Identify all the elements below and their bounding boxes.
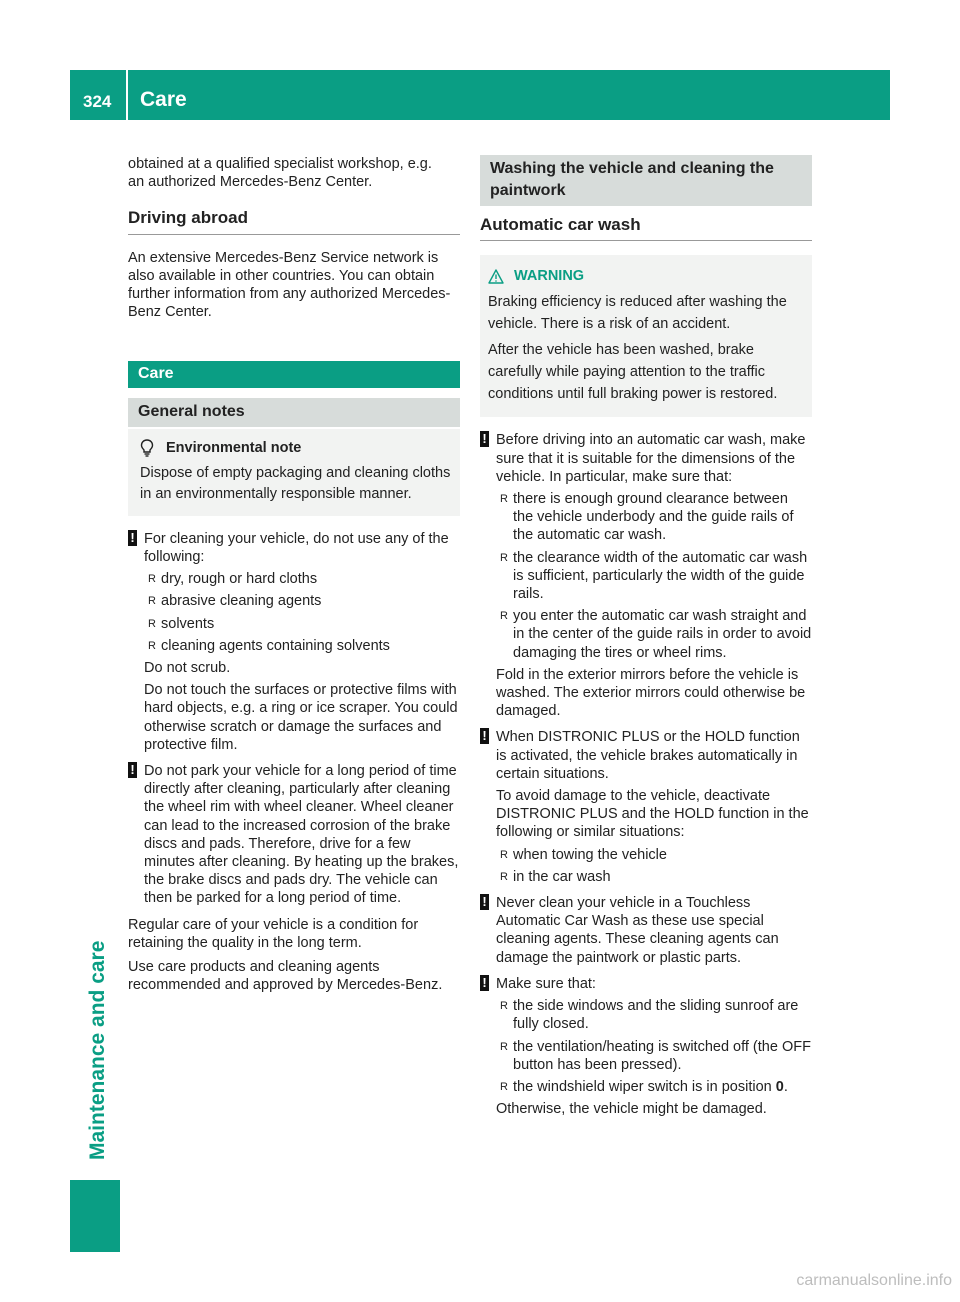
- bullet-r-icon: R: [148, 573, 156, 586]
- exclamation-icon: !: [480, 728, 489, 744]
- lightbulb-icon: [140, 439, 154, 457]
- list-item: R in the car wash: [500, 868, 611, 885]
- note-cleaning: [128, 530, 460, 754]
- exclamation-icon: !: [480, 975, 489, 991]
- note-touchless-text: Never clean your vehicle in a Touchless Automatic Car Wash as these use special cleaning agents. These cleaning agents can damage the paintwork or plastic parts.: [496, 895, 779, 966]
- note-dimensions-list: [496, 490, 812, 662]
- note-make-sure-intro: Make sure that:: [496, 975, 596, 992]
- warning-text-1: Braking efficiency is reduced after washing the vehicle. There is a risk of an accident.: [488, 294, 787, 333]
- bullet-r-icon: R: [148, 639, 156, 652]
- note-cleaning-list: [144, 570, 460, 655]
- note-make-sure-list: [496, 997, 812, 1096]
- note-distronic-p: To avoid damage to the vehicle, deactivate DISTRONIC PLUS and the HOLD function in the following or similar situations:: [496, 788, 809, 841]
- list-item: R abrasive cleaning agents: [148, 593, 322, 610]
- warning-title: WARNING: [514, 268, 585, 285]
- bullet-r-icon: R: [500, 1040, 508, 1053]
- list-item: R you enter the automatic car wash straight and in the center of the guide rails in order to avoid damaging the tires or wheel rims.: [500, 608, 812, 661]
- bullet-r-icon: R: [500, 610, 508, 623]
- bullet-r-icon: R: [500, 493, 508, 506]
- warning-text-2: After the vehicle has been washed, brake carefully while paying attention to the traffic conditions until full braking power is restored.: [488, 342, 778, 403]
- note-touchless: [480, 894, 812, 967]
- page-number: 324: [83, 92, 112, 111]
- list-item: R when towing the vehicle: [500, 846, 667, 863]
- list-item: R the ventilation/heating is switched off (the OFF button has been pressed).: [500, 1038, 811, 1073]
- washing-band: Washing the vehicle and cleaning the paintwork: [480, 155, 812, 206]
- general-notes-band: General notes: [128, 398, 460, 426]
- intro-line-2: an authorized Mercedes-Benz Center.: [128, 174, 373, 191]
- environmental-note-title: Environmental note: [166, 439, 302, 456]
- list-item: R solvents: [148, 615, 215, 632]
- note-cleaning-p1: Do not scrub.: [144, 660, 231, 677]
- section-title: Care: [140, 88, 187, 111]
- bullet-r-icon: R: [500, 1080, 508, 1093]
- header-bar: [70, 70, 890, 120]
- heading-automatic-car-wash: Automatic car wash: [480, 216, 812, 241]
- left-column: [128, 155, 460, 995]
- care-paragraph-2: Use care products and cleaning agents recommended and approved by Mercedes-Benz.: [128, 959, 443, 994]
- wiper-position-value: 0: [775, 1078, 784, 1095]
- environmental-note-text: Dispose of empty packaging and cleaning cloths in an environmentally responsible manner.: [140, 464, 451, 503]
- warning-triangle-icon: [488, 269, 504, 284]
- environmental-note-title-row: [140, 439, 452, 457]
- right-column: [480, 155, 812, 1126]
- exclamation-icon: !: [480, 894, 489, 910]
- note-make-sure-outro: Otherwise, the vehicle might be damaged.: [496, 1101, 767, 1118]
- header-divider: [126, 70, 128, 120]
- bullet-r-icon: R: [500, 551, 508, 564]
- note-distronic: [480, 728, 812, 886]
- list-item: R there is enough ground clearance between the vehicle underbody and the guide rails of the automatic car wash.: [500, 491, 794, 544]
- list-item: R cleaning agents containing solvents: [148, 637, 390, 654]
- note-car-wash-dimensions: [480, 431, 812, 720]
- side-tab-label: Maintenance and care: [86, 940, 109, 1160]
- note-distronic-intro: When DISTRONIC PLUS or the HOLD function is activated, the vehicle brakes automatically in certain situations.: [496, 729, 800, 782]
- note-distronic-list: [496, 846, 812, 886]
- list-item: R dry, rough or hard cloths: [148, 571, 318, 588]
- warning-box: [480, 255, 812, 417]
- list-item: R the side windows and the sliding sunroof are fully closed.: [500, 998, 799, 1033]
- exclamation-icon: !: [480, 431, 489, 447]
- environmental-note-box: [128, 429, 460, 516]
- note-make-sure: [480, 975, 812, 1118]
- warning-title-row: [488, 267, 802, 285]
- intro-line-1: obtained at a qualified specialist workshop, e.g.: [128, 156, 432, 172]
- list-item: R the windshield wiper switch is in position 0.: [500, 1078, 788, 1095]
- note-parking: [128, 762, 460, 908]
- bullet-r-icon: R: [500, 1000, 508, 1013]
- bullet-r-icon: R: [500, 870, 508, 883]
- bullet-r-icon: R: [148, 595, 156, 608]
- watermark: carmanualsonline.info: [796, 1272, 952, 1289]
- note-dimensions-outro: Fold in the exterior mirrors before the vehicle is washed. The exterior mirrors could otherwise be damaged.: [496, 666, 806, 720]
- care-paragraph-1: Regular care of your vehicle is a condition for retaining the quality in the long term.: [128, 916, 419, 951]
- list-item: R the clearance width of the automatic car wash is sufficient, particularly the width of the guide rails.: [500, 549, 808, 603]
- note-cleaning-p2: Do not touch the surfaces or protective films with hard objects, e.g. a ring or ice scraper. You could otherwise scratch or damage the surfaces and protective film.: [144, 682, 458, 753]
- side-tab-marker: [70, 1180, 120, 1252]
- heading-driving-abroad: Driving abroad: [128, 209, 460, 234]
- note-cleaning-intro: For cleaning your vehicle, do not use any of the following:: [144, 530, 449, 566]
- note-parking-text: Do not park your vehicle for a long period of time directly after cleaning, particularly after cleaning the wheel rim with wheel cleaner. Wheel cleaner can lead to the increased corrosion of the brake discs and pads. Therefore, drive for a few minutes after cleaning. By heating up the brakes, the brake discs and pads dry. The vehicle can then be parked for a long period of time.: [144, 763, 459, 907]
- driving-abroad-text: An extensive Mercedes-Benz Service network is also available in other countries. You can obtain further information from any authorized Mercedes-Benz Center.: [128, 249, 451, 321]
- exclamation-icon: !: [128, 530, 137, 546]
- bullet-r-icon: R: [148, 617, 156, 630]
- care-band: Care: [128, 361, 460, 388]
- bullet-r-icon: R: [500, 848, 508, 861]
- note-dimensions-intro: Before driving into an automatic car wash, make sure that it is suitable for the dimensions of the vehicle. In particular, make sure that:: [496, 432, 806, 485]
- exclamation-icon: !: [128, 762, 137, 778]
